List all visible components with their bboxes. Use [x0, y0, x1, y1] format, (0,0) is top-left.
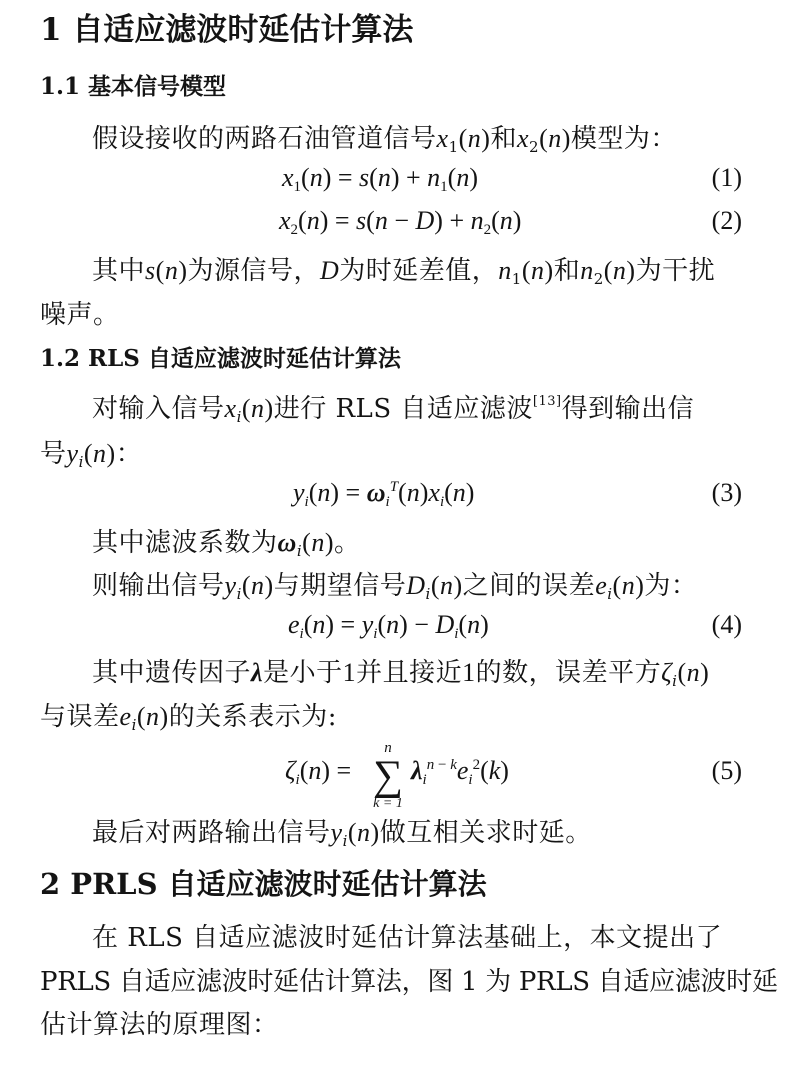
paragraph-model-intro: 假设接收的两路石油管道信号$x_1(n)$和$x_2(n)$模型为： [92, 124, 677, 156]
summation-symbol: n ∑ k = 1 [368, 740, 408, 812]
equation-3-number: (3) [711, 478, 742, 507]
paragraph-symbols: 其中s(n)为源信号，D为时延差值，$n_1(n)$和$n_2(n)$为干扰 [92, 256, 716, 288]
equation-3: $y_i(n) = \omega_i^T(n)x_i(n)$ [293, 478, 475, 510]
paragraph-rls-intro: 对输入信号$x_i(n)$进行 RLS 自适应滤波[13]得到输出信 [92, 394, 695, 426]
paragraph-prls-intro-line2: PRLS 自适应滤波时延估计算法，图 1 为 PRLS 自适应滤波时延 [40, 967, 778, 997]
paragraph-forget-factor-line2: 与误差$e_i(n)$的关系表示为: [40, 702, 337, 734]
equation-1-number: (1) [711, 163, 742, 192]
equation-1: $x_1(n) = s(n) + n_1(n)$ [282, 163, 479, 195]
equation-2-number: (2) [711, 206, 742, 235]
sum-lower-limit: k = 1 [373, 796, 403, 811]
equation-2: $x_2(n) = s(n - D) + n_2(n)$ [279, 206, 522, 238]
equation-4: $e_i(n) = y_i(n) - D_i(n)$ [288, 610, 489, 642]
equation-5: $\zeta_i(n)$ = [285, 756, 352, 788]
paragraph-rls-intro-line2: 号$y_i(n)$： [40, 439, 143, 471]
sum-upper-limit: n [384, 740, 392, 756]
paragraph-symbols-line2: 噪声。 [40, 300, 120, 330]
paragraph-prls-intro-line3: 估计算法的原理图： [40, 1010, 279, 1040]
paragraph-cross-correlation: 最后对两路输出信号$y_i(n)$做互相关求时延。 [92, 818, 592, 850]
paragraph-error-def: 则输出信号$y_i(n)$与期望信号$D_i(n)$之间的误差$e_i(n)$为： [92, 571, 698, 603]
equation-5-body: $\lambda_i^{n - k}e_i^2(k)$ [411, 756, 509, 788]
equation-4-number: (4) [711, 610, 742, 639]
paragraph-filter-coef: 其中滤波系数为$\omega_i(n)$。 [92, 528, 361, 560]
equation-5-number: (5) [711, 756, 742, 785]
section-1-1-title: 1.1 基本信号模型 [40, 73, 227, 100]
section-1-title: 1 自适应滤波时延估计算法 [40, 12, 414, 48]
paragraph-forget-factor: 其中遗传因子λ是小于1并且接近1的数，误差平方$\zeta_i(n)$ [92, 658, 710, 690]
citation-ref: [13] [532, 394, 562, 409]
section-1-2-title: 1.2 RLS 自适应滤波时延估计算法 [40, 345, 401, 372]
paragraph-prls-intro: 在 RLS 自适应滤波时延估计算法基础上，本文提出了 [92, 923, 723, 953]
section-2-title: 2 PRLS 自适应滤波时延估计算法 [40, 867, 487, 901]
